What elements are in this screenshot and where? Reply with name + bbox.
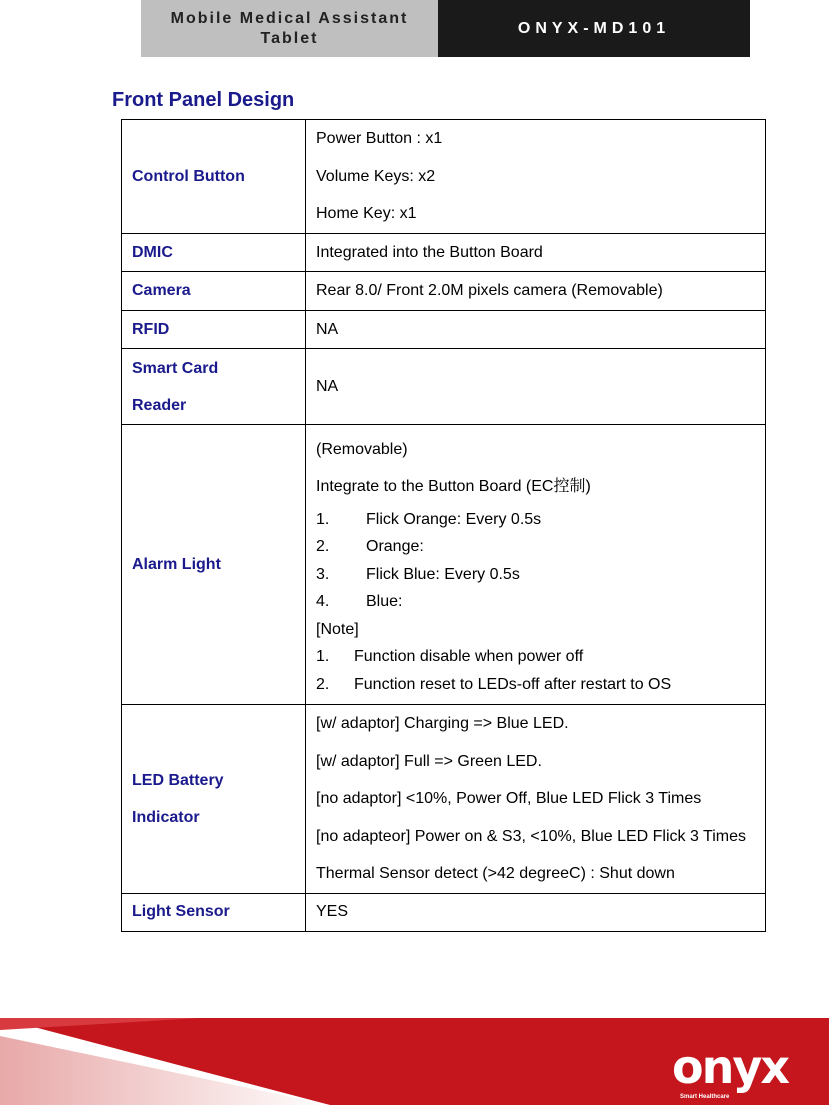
table-row [122, 272, 766, 311]
header-product-name: Mobile Medical Assistant Tablet [141, 0, 438, 57]
row-label: RFID [122, 311, 306, 349]
spec-table [121, 119, 766, 932]
list-item: 1. Flick Orange: Every 0.5s [316, 510, 542, 528]
table-row [122, 120, 766, 234]
row-label: Alarm Light [122, 425, 306, 705]
list-item: 2. Orange: [316, 538, 424, 556]
row-label: Smart Card Reader [122, 349, 306, 425]
row-label: Camera [122, 272, 306, 311]
row-label: LED Battery Indicator [122, 705, 306, 894]
list-item: 1. Function disable when power off [316, 648, 584, 666]
header-model-number: ONYX-MD101 [438, 0, 750, 57]
row-value: YES [306, 893, 766, 931]
row-value: NA [306, 311, 766, 349]
row-value: NA [306, 349, 766, 425]
table-row [122, 234, 766, 272]
table-row [122, 705, 766, 894]
row-value: (Removable) Integrate to the Button Board (EC控制) 1. Flick Orange: Every 0.5s 2. Orange: 3. Flick Blue: Every 0.5s 4. Blue: [Note] 1. Function disable when power off 2. Function reset to LEDs-off after restart to OS [306, 425, 766, 705]
row-value: Rear 8.0/ Front 2.0M pixels camera (Removable) [306, 272, 766, 311]
table-row [122, 425, 766, 705]
list-item: 2. Function reset to LEDs-off after restart to OS [316, 675, 672, 693]
table-row [122, 349, 766, 425]
table-row [122, 893, 766, 931]
row-value: [w/ adaptor] Charging => Blue LED. [w/ adaptor] Full => Green LED. [no adaptor] <10%, Power Off, Blue LED Flick 3 Times [no adapteor] Power on & S3, <10%, Blue LED Flick 3 Times Thermal Sensor detect (>42 degreeC) : Shut down [306, 705, 766, 894]
onyx-logo: onyx Smart Healthcare [672, 1040, 789, 1100]
section-title: Front Panel Design [112, 89, 295, 111]
row-label: Light Sensor [122, 893, 306, 931]
row-value: Power Button : x1 Volume Keys: x2 Home Key: x1 [306, 120, 766, 234]
table-row [122, 311, 766, 349]
list-item: 3. Flick Blue: Every 0.5s [316, 565, 520, 583]
row-value: Integrated into the Button Board [306, 234, 766, 272]
row-label: DMIC [122, 234, 306, 272]
row-label: Control Button [122, 120, 306, 234]
list-item: 4. Blue: [316, 593, 403, 611]
note-heading: [Note] [316, 620, 359, 638]
